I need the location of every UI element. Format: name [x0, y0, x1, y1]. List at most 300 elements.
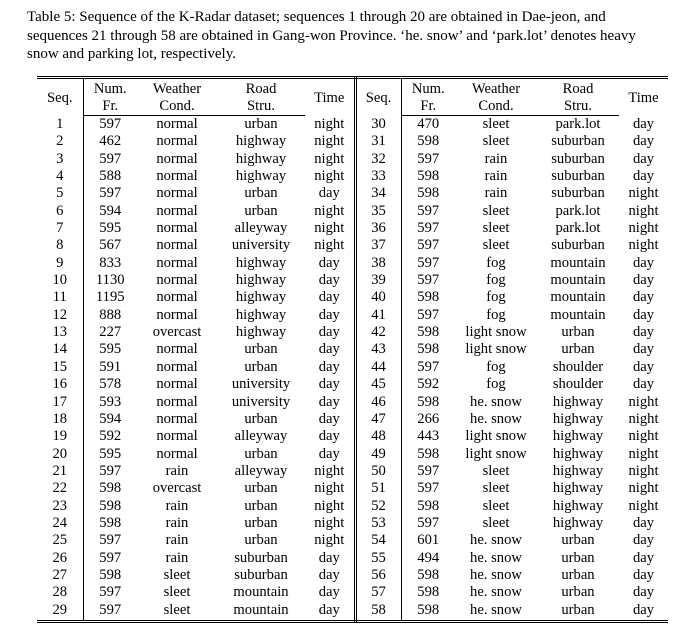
cell-weather: he. snow	[470, 532, 522, 549]
cell-num-frames: 578	[99, 376, 122, 393]
cell-time: day	[632, 584, 655, 601]
cell-weather: normal	[156, 168, 198, 185]
cell-road: mountain	[550, 289, 606, 306]
cell-road: urban	[244, 497, 278, 514]
cell-num-frames: 597	[99, 462, 122, 479]
cell-time: night	[628, 202, 659, 219]
cell-road: shoulder	[552, 358, 604, 375]
cell-weather: fog	[486, 306, 506, 323]
cell-seq: 41	[355, 307, 401, 324]
cell-seq: 4	[37, 168, 83, 185]
cell-road: urban	[244, 410, 278, 427]
cell-weather: light snow	[465, 428, 527, 445]
cell-road: highway	[552, 393, 604, 410]
cell-seq: 51	[355, 480, 401, 497]
table-caption: Table 5: Sequence of the K-Radar dataset; sequences 1 through 20 are obtained in Dae-jeon, and sequences 21 through 58 are obtained in Gang-won Province. ‘he. snow’ and ‘park.lot’ denotes heavy snow and parking lot, respectively.	[27, 9, 636, 62]
cell-road: highway	[552, 480, 604, 497]
cell-weather: fog	[486, 272, 506, 289]
cell-road: shoulder	[552, 376, 604, 393]
cell-weather: normal	[156, 150, 198, 167]
cell-weather: normal	[156, 358, 198, 375]
cell-road: suburban	[234, 566, 288, 583]
cell-weather: rain	[484, 185, 508, 202]
cell-road: park.lot	[555, 220, 601, 237]
cell-seq: 56	[355, 567, 401, 584]
cell-time: night	[305, 532, 355, 549]
table-row	[37, 324, 668, 341]
table-row	[37, 133, 668, 150]
cell-seq: 58	[355, 602, 401, 622]
cell-seq: 54	[355, 532, 401, 549]
cell-road: urban	[244, 445, 278, 462]
cell-weather: rain	[165, 549, 189, 566]
cell-weather: rain	[484, 150, 508, 167]
cell-num-frames: 1195	[95, 289, 125, 306]
cell-road: alleyway	[234, 428, 288, 445]
cell-seq: 31	[355, 133, 401, 150]
cell-road: suburban	[551, 185, 605, 202]
cell-seq: 2	[37, 133, 83, 150]
header-road-sub: Stru.	[537, 98, 619, 116]
cell-road: mountain	[550, 272, 606, 289]
cell-road: park.lot	[555, 116, 601, 132]
table-row	[37, 341, 668, 358]
table-row	[37, 602, 668, 622]
cell-time: night	[305, 133, 355, 150]
cell-seq: 17	[37, 394, 83, 411]
cell-road: suburban	[551, 150, 605, 167]
cell-num-frames: 601	[417, 532, 440, 549]
cell-weather: overcast	[152, 324, 202, 341]
cell-road: highway	[235, 272, 287, 289]
table-row	[37, 498, 668, 515]
cell-weather: normal	[156, 272, 198, 289]
header-weather: Weather	[137, 78, 217, 99]
cell-num-frames: 470	[417, 116, 440, 132]
cell-time: day	[632, 532, 655, 549]
cell-weather: fog	[486, 358, 506, 375]
cell-time: day	[632, 289, 655, 306]
cell-seq: 7	[37, 220, 83, 237]
cell-seq: 38	[355, 255, 401, 272]
cell-time: day	[632, 168, 655, 185]
cell-seq: 26	[37, 550, 83, 567]
cell-time: day	[305, 185, 355, 202]
cell-num-frames: 598	[99, 566, 122, 583]
cell-time: night	[628, 462, 659, 479]
cell-num-frames: 594	[99, 410, 122, 427]
cell-road: university	[231, 237, 291, 254]
cell-seq: 39	[355, 272, 401, 289]
cell-weather: light snow	[465, 445, 527, 462]
cell-road: urban	[561, 549, 595, 566]
cell-weather: fog	[486, 376, 506, 393]
cell-road: highway	[552, 514, 604, 531]
cell-seq: 36	[355, 220, 401, 237]
cell-time: night	[628, 445, 659, 462]
cell-num-frames: 597	[99, 116, 122, 132]
cell-num-frames: 598	[417, 168, 440, 185]
cell-road: mountain	[550, 254, 606, 271]
header-row	[37, 78, 668, 99]
cell-time: day	[632, 254, 655, 271]
cell-num-frames: 598	[417, 445, 440, 462]
cell-road: urban	[244, 514, 278, 531]
table-row	[37, 272, 668, 289]
cell-road: suburban	[234, 549, 288, 566]
cell-time: night	[305, 168, 355, 185]
cell-num-frames: 597	[99, 150, 122, 167]
cell-num-frames: 598	[417, 497, 440, 514]
table-row	[37, 446, 668, 463]
cell-time: day	[305, 255, 355, 272]
table-row	[37, 151, 668, 168]
cell-time: day	[632, 133, 655, 150]
cell-road: highway	[235, 289, 287, 306]
cell-weather: light snow	[465, 341, 527, 358]
cell-num-frames: 598	[417, 393, 440, 410]
cell-time: day	[305, 324, 355, 341]
cell-seq: 35	[355, 203, 401, 220]
cell-weather: he. snow	[470, 584, 522, 601]
cell-road: urban	[537, 602, 619, 622]
cell-road: highway	[552, 428, 604, 445]
cell-seq: 52	[355, 498, 401, 515]
cell-seq: 33	[355, 168, 401, 185]
header-num: Num.	[401, 78, 455, 99]
cell-road: highway	[235, 168, 287, 185]
cell-road: urban	[561, 584, 595, 601]
cell-road: urban	[561, 566, 595, 583]
cell-time: night	[628, 237, 659, 254]
cell-num-frames: 443	[417, 428, 440, 445]
cell-road: highway	[235, 306, 287, 323]
cell-weather: normal	[156, 237, 198, 254]
cell-seq: 49	[355, 446, 401, 463]
cell-road: urban	[244, 202, 278, 219]
cell-seq: 43	[355, 341, 401, 358]
cell-seq: 24	[37, 515, 83, 532]
cell-time: day	[632, 358, 655, 375]
cell-seq: 48	[355, 428, 401, 445]
cell-time: day	[305, 446, 355, 463]
cell-weather: normal	[156, 428, 198, 445]
cell-num-frames: 598	[417, 185, 440, 202]
cell-time: night	[305, 203, 355, 220]
cell-time: day	[305, 359, 355, 376]
header-num-sub: Fr.	[401, 98, 455, 116]
cell-num-frames: 598	[99, 497, 122, 514]
cell-num-frames: 597	[417, 237, 440, 254]
cell-weather: rain	[484, 168, 508, 185]
cell-road: highway	[552, 410, 604, 427]
table-row	[37, 480, 668, 497]
table-row	[37, 307, 668, 324]
cell-time: day	[305, 584, 355, 601]
cell-road: highway	[552, 462, 604, 479]
cell-time: day	[305, 394, 355, 411]
cell-seq: 20	[37, 446, 83, 463]
cell-road: university	[231, 376, 291, 393]
cell-weather: normal	[156, 289, 198, 306]
cell-time: day	[305, 272, 355, 289]
cell-weather: he. snow	[470, 410, 522, 427]
cell-weather: normal	[156, 202, 198, 219]
cell-num-frames: 597	[417, 480, 440, 497]
cell-num-frames: 598	[401, 602, 455, 622]
table-row	[37, 255, 668, 272]
cell-time: day	[632, 376, 655, 393]
cell-road: highway	[552, 497, 604, 514]
cell-num-frames: 597	[417, 462, 440, 479]
cell-road: urban	[244, 341, 278, 358]
cell-seq: 16	[37, 376, 83, 393]
cell-weather: rain	[165, 497, 189, 514]
cell-weather: sleet	[163, 566, 191, 583]
cell-seq: 21	[37, 463, 83, 480]
cell-weather: sleet	[137, 602, 217, 622]
sequence-table	[37, 76, 668, 623]
cell-num-frames: 598	[417, 566, 440, 583]
table-row	[37, 116, 668, 134]
cell-seq: 13	[37, 324, 83, 341]
cell-num-frames: 597	[99, 532, 122, 549]
cell-road: suburban	[551, 237, 605, 254]
cell-seq: 19	[37, 428, 83, 445]
cell-num-frames: 592	[99, 428, 122, 445]
cell-weather: normal	[156, 116, 198, 132]
table-row	[37, 584, 668, 601]
cell-seq: 3	[37, 151, 83, 168]
cell-weather: light snow	[465, 324, 527, 341]
header-time: Time	[619, 78, 668, 116]
cell-weather: sleet	[482, 116, 510, 132]
table-row	[37, 532, 668, 549]
cell-seq: 9	[37, 255, 83, 272]
cell-time: day	[305, 550, 355, 567]
cell-weather: normal	[156, 220, 198, 237]
cell-time: day	[305, 411, 355, 428]
cell-weather: rain	[165, 532, 189, 549]
cell-time: night	[305, 480, 355, 497]
cell-seq: 22	[37, 480, 83, 497]
cell-road: mountain	[233, 584, 289, 601]
cell-road: urban	[561, 532, 595, 549]
cell-num-frames: 597	[417, 150, 440, 167]
cell-num-frames: 593	[99, 393, 122, 410]
cell-num-frames: 567	[99, 237, 122, 254]
cell-num-frames: 597	[417, 254, 440, 271]
cell-num-frames: 597	[417, 202, 440, 219]
cell-road: alleyway	[234, 220, 288, 237]
header-weather-sub: Cond.	[455, 98, 537, 116]
cell-time: night	[305, 116, 355, 134]
cell-seq: 40	[355, 289, 401, 306]
cell-num-frames: 1130	[95, 272, 125, 289]
cell-road: urban	[244, 532, 278, 549]
table-row	[37, 203, 668, 220]
header-weather: Weather	[455, 78, 537, 99]
cell-seq: 30	[355, 116, 401, 134]
cell-num-frames: 598	[417, 289, 440, 306]
cell-num-frames: 494	[417, 549, 440, 566]
cell-weather: sleet	[482, 480, 510, 497]
cell-weather: sleet	[163, 584, 191, 601]
cell-weather: rain	[165, 514, 189, 531]
cell-seq: 57	[355, 584, 401, 601]
cell-road: mountain	[217, 602, 305, 622]
cell-num-frames: 462	[99, 133, 122, 150]
cell-num-frames: 598	[99, 514, 122, 531]
cell-seq: 18	[37, 411, 83, 428]
cell-seq: 11	[37, 289, 83, 306]
cell-time: night	[628, 428, 659, 445]
cell-time: day	[305, 567, 355, 584]
table-row	[37, 359, 668, 376]
cell-seq: 45	[355, 376, 401, 393]
cell-time: night	[628, 220, 659, 237]
cell-time: night	[305, 220, 355, 237]
cell-time: day	[632, 115, 655, 132]
cell-num-frames: 594	[99, 202, 122, 219]
cell-seq: 27	[37, 567, 83, 584]
cell-num-frames: 597	[99, 549, 122, 566]
cell-num-frames: 588	[99, 168, 122, 185]
cell-weather: sleet	[482, 133, 510, 150]
cell-road: suburban	[551, 133, 605, 150]
cell-time: day	[305, 289, 355, 306]
header-seq: Seq.	[355, 78, 401, 116]
cell-road: highway	[235, 150, 287, 167]
cell-weather: fog	[486, 254, 506, 271]
header-num-sub: Fr.	[83, 98, 137, 116]
cell-num-frames: 591	[99, 358, 122, 375]
cell-weather: normal	[156, 376, 198, 393]
cell-weather: sleet	[482, 237, 510, 254]
table-row	[37, 237, 668, 254]
cell-weather: rain	[165, 462, 189, 479]
cell-time: night	[305, 237, 355, 254]
cell-num-frames: 888	[99, 306, 122, 323]
cell-time: day	[632, 514, 655, 531]
cell-seq: 46	[355, 394, 401, 411]
cell-seq: 12	[37, 307, 83, 324]
cell-time: day	[305, 307, 355, 324]
cell-road: suburban	[551, 168, 605, 185]
table-row	[37, 550, 668, 567]
cell-time: day	[632, 150, 655, 167]
cell-seq: 28	[37, 584, 83, 601]
table-row	[37, 428, 668, 445]
cell-road: highway	[552, 445, 604, 462]
cell-weather: normal	[156, 185, 198, 202]
cell-time: day	[632, 306, 655, 323]
cell-weather: normal	[156, 341, 198, 358]
cell-num-frames: 266	[417, 410, 440, 427]
cell-road: urban	[244, 358, 278, 375]
cell-road: urban	[244, 480, 278, 497]
cell-weather: normal	[156, 445, 198, 462]
header-road: Road	[217, 78, 305, 99]
cell-num-frames: 595	[99, 220, 122, 237]
cell-weather: sleet	[482, 202, 510, 219]
header-time: Time	[305, 78, 355, 116]
header-seq: Seq.	[37, 78, 83, 116]
cell-seq: 8	[37, 237, 83, 254]
cell-time: night	[628, 185, 659, 202]
header-weather-sub: Cond.	[137, 98, 217, 116]
cell-time: day	[619, 602, 668, 622]
cell-seq: 47	[355, 411, 401, 428]
cell-time: day	[305, 341, 355, 358]
cell-weather: he. snow	[470, 549, 522, 566]
cell-weather: normal	[156, 254, 198, 271]
cell-weather: he. snow	[455, 602, 537, 622]
cell-num-frames: 597	[417, 272, 440, 289]
cell-num-frames: 598	[417, 324, 440, 341]
cell-weather: sleet	[482, 497, 510, 514]
cell-num-frames: 597	[417, 306, 440, 323]
cell-seq: 14	[37, 341, 83, 358]
cell-time: night	[628, 497, 659, 514]
table-row	[37, 185, 668, 202]
cell-num-frames: 595	[99, 341, 122, 358]
cell-time: day	[305, 428, 355, 445]
cell-time: night	[305, 463, 355, 480]
cell-weather: overcast	[152, 480, 202, 497]
cell-num-frames: 597	[417, 514, 440, 531]
cell-road: mountain	[550, 306, 606, 323]
cell-time: night	[305, 515, 355, 532]
cell-road: university	[231, 393, 291, 410]
cell-time: night	[628, 410, 659, 427]
cell-weather: he. snow	[470, 566, 522, 583]
cell-seq: 5	[37, 185, 83, 202]
cell-seq: 1	[37, 116, 83, 134]
cell-num-frames: 592	[417, 376, 440, 393]
cell-time: day	[305, 376, 355, 393]
cell-weather: normal	[156, 306, 198, 323]
cell-road: highway	[235, 133, 287, 150]
cell-weather: normal	[156, 410, 198, 427]
header-road-sub: Stru.	[217, 98, 305, 116]
cell-num-frames: 597	[417, 358, 440, 375]
cell-seq: 15	[37, 359, 83, 376]
table-row	[37, 411, 668, 428]
table-row	[37, 567, 668, 584]
cell-weather: normal	[156, 393, 198, 410]
cell-road: urban	[561, 324, 595, 341]
cell-weather: sleet	[482, 462, 510, 479]
cell-num-frames: 597	[99, 584, 122, 601]
cell-time: day	[632, 324, 655, 341]
cell-seq: 10	[37, 272, 83, 289]
cell-road: highway	[235, 254, 287, 271]
cell-road: urban	[561, 341, 595, 358]
cell-seq: 32	[355, 151, 401, 168]
cell-road: urban	[244, 185, 278, 202]
table-row	[37, 220, 668, 237]
cell-num-frames: 597	[417, 220, 440, 237]
cell-time: night	[628, 480, 659, 497]
cell-seq: 55	[355, 550, 401, 567]
cell-weather: normal	[156, 133, 198, 150]
cell-weather: sleet	[482, 220, 510, 237]
cell-weather: he. snow	[470, 393, 522, 410]
cell-road: park.lot	[555, 202, 601, 219]
table-row	[37, 376, 668, 393]
cell-num-frames: 598	[99, 480, 122, 497]
